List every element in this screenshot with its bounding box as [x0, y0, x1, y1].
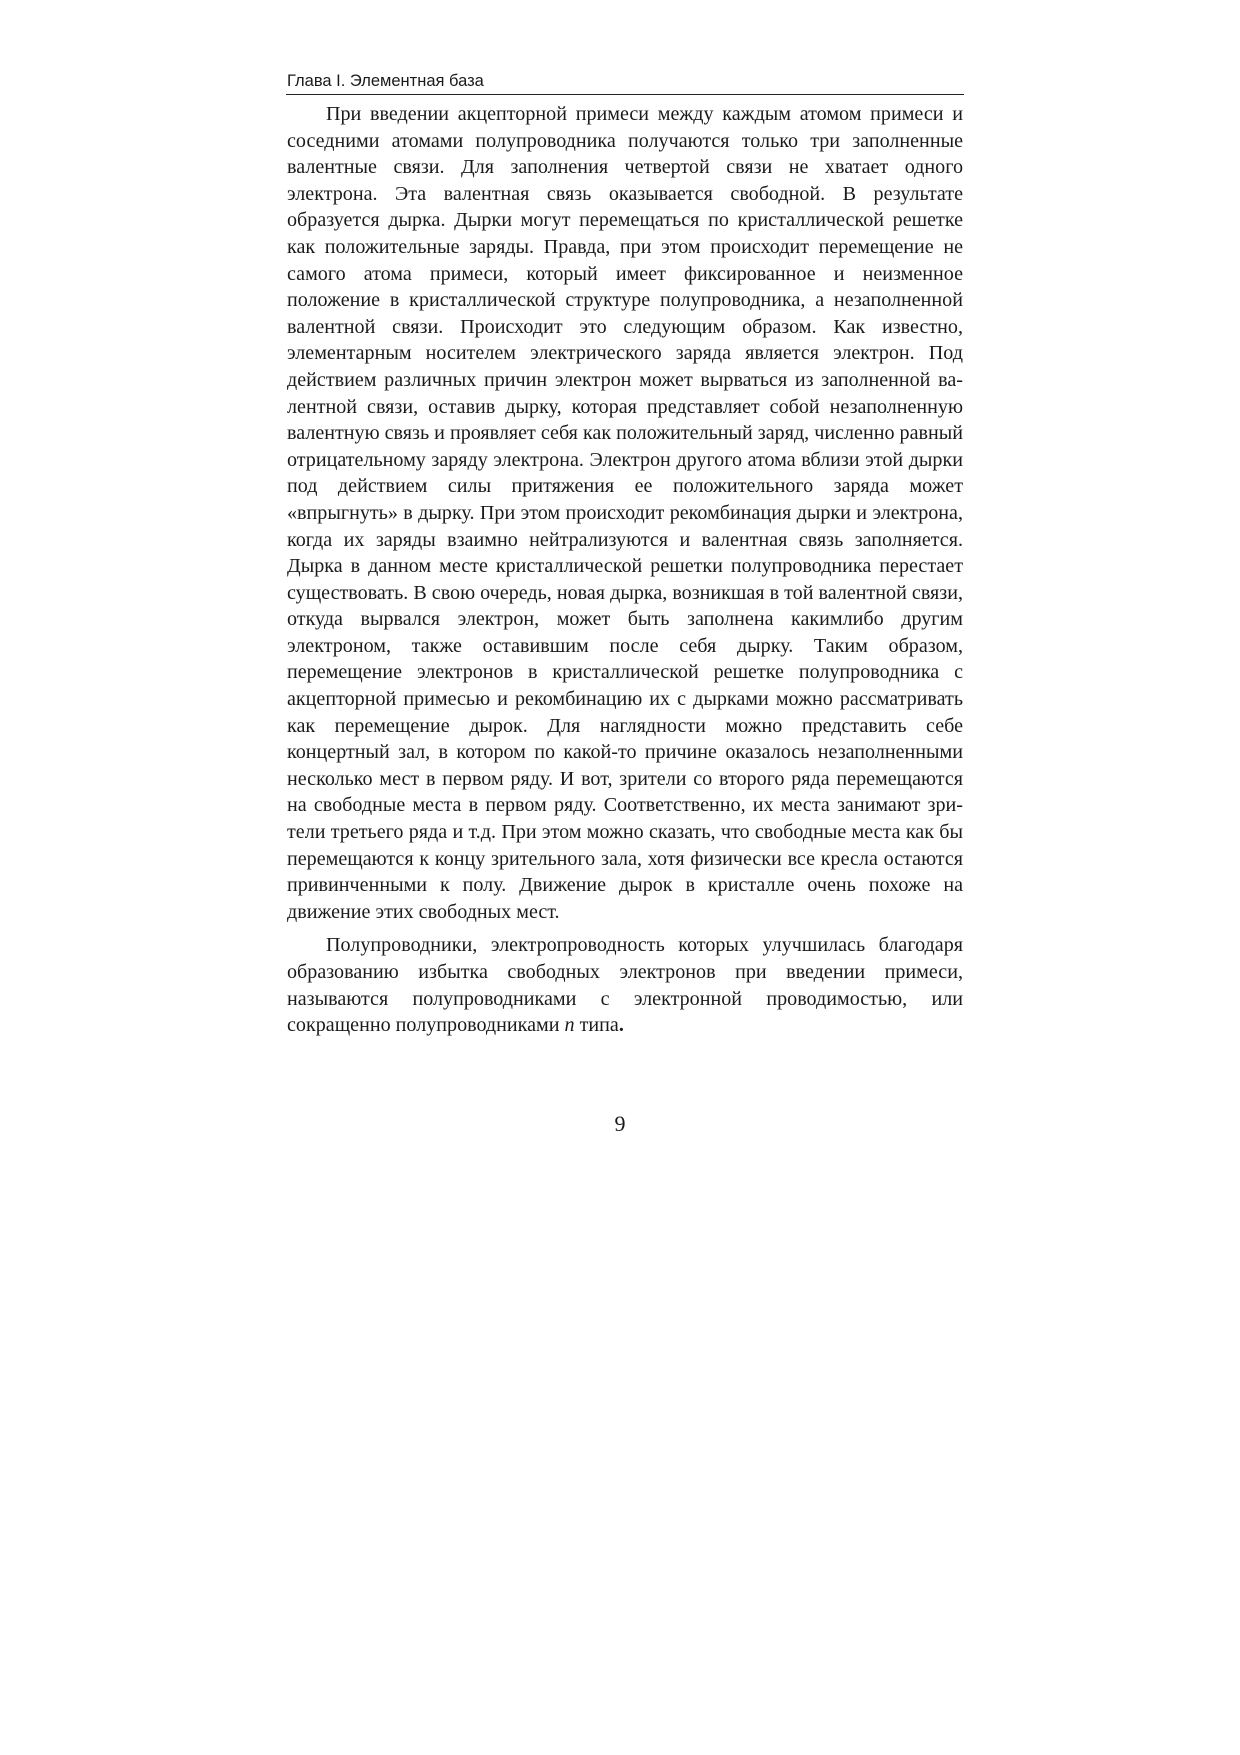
body-text — [287, 101, 963, 1039]
n-type-symbol: n — [564, 1014, 575, 1037]
paragraph-end-period: . — [618, 1014, 624, 1037]
page-number: 9 — [614, 1111, 626, 1136]
paragraph-acceptor-impurity: При введении акцепторной примеси между каждым атомом примеси и соседними атомами полупроводника получаются только три заполненные валентные связи. Для заполнения четвертой связи не хватает одного электрона. Эта валентная связь оказывается свободной. В результате образуется дырка. Дырки могут перемещаться по кристаллической решетке как положительные заряды. Правда, при этом происходит перемещение не самого атома примеси, который имеет фиксированное и неизменное положение в кристаллической структуре полупроводника, а незаполненной валентной связи. Происходит это следующим образом. Как известно, элементарным носителем электрического заряда является электрон. Под действием различных причин электрон может вырваться из заполненной валентной связи, оставив дырку, которая представляет собой незаполненную валентную связь и проявляет себя как положительный заряд, численно равный отрицательному заряду электрона. Электрон другого атома вблизи этой дырки под действием силы притяжения ее положительного заряда может «впрыгнуть» в дырку. При этом происходит рекомбинация дырки и электрона, когда их заряды взаимно нейтрализуются и валентная связь заполняется. Дырка в данном месте кристаллической решетки полупроводника перестает существовать. В свою очередь, новая дырка, возникшая в той валентной связи, откуда вырвался электрон, может быть заполнена какимлибо другим электроном, также оставившим после себя дырку. Таким образом, перемещение электронов в кристаллической решетке полупроводника с акцепторной примесью и рекомбинацию их с дырками можно рассматривать как перемещение дырок. Для наглядности можно представить себе концертный зал, в котором по какой-то причине оказалось незаполненными несколько мест в первом ряду. И вот, зрители со второго ряда перемещаются на свободные места в первом ряду. Соответственно, их места занимают зрители третьего ряда и т.д. При этом можно сказать, что свободные места как бы перемещаются к концу зрительного зала, хотя физически все кресла остаются привинченными к полу. Движение дырок в кристалле очень похоже на движение этих свободных мест. — [287, 103, 963, 923]
paragraph-n-type-text: Полупроводники, электропроводность которых улучшилась благодаря образованию избытка свободных электронов при введении примеси, называются полупроводниками с электронной проводимостью, или сокращенно полупроводниками — [287, 934, 963, 1037]
paragraph-n-type — [287, 932, 963, 1038]
running-header — [286, 70, 964, 95]
paragraph-n-type-suffix: типа — [574, 1014, 619, 1037]
chapter-title: Глава I. Элементная база — [287, 72, 484, 90]
